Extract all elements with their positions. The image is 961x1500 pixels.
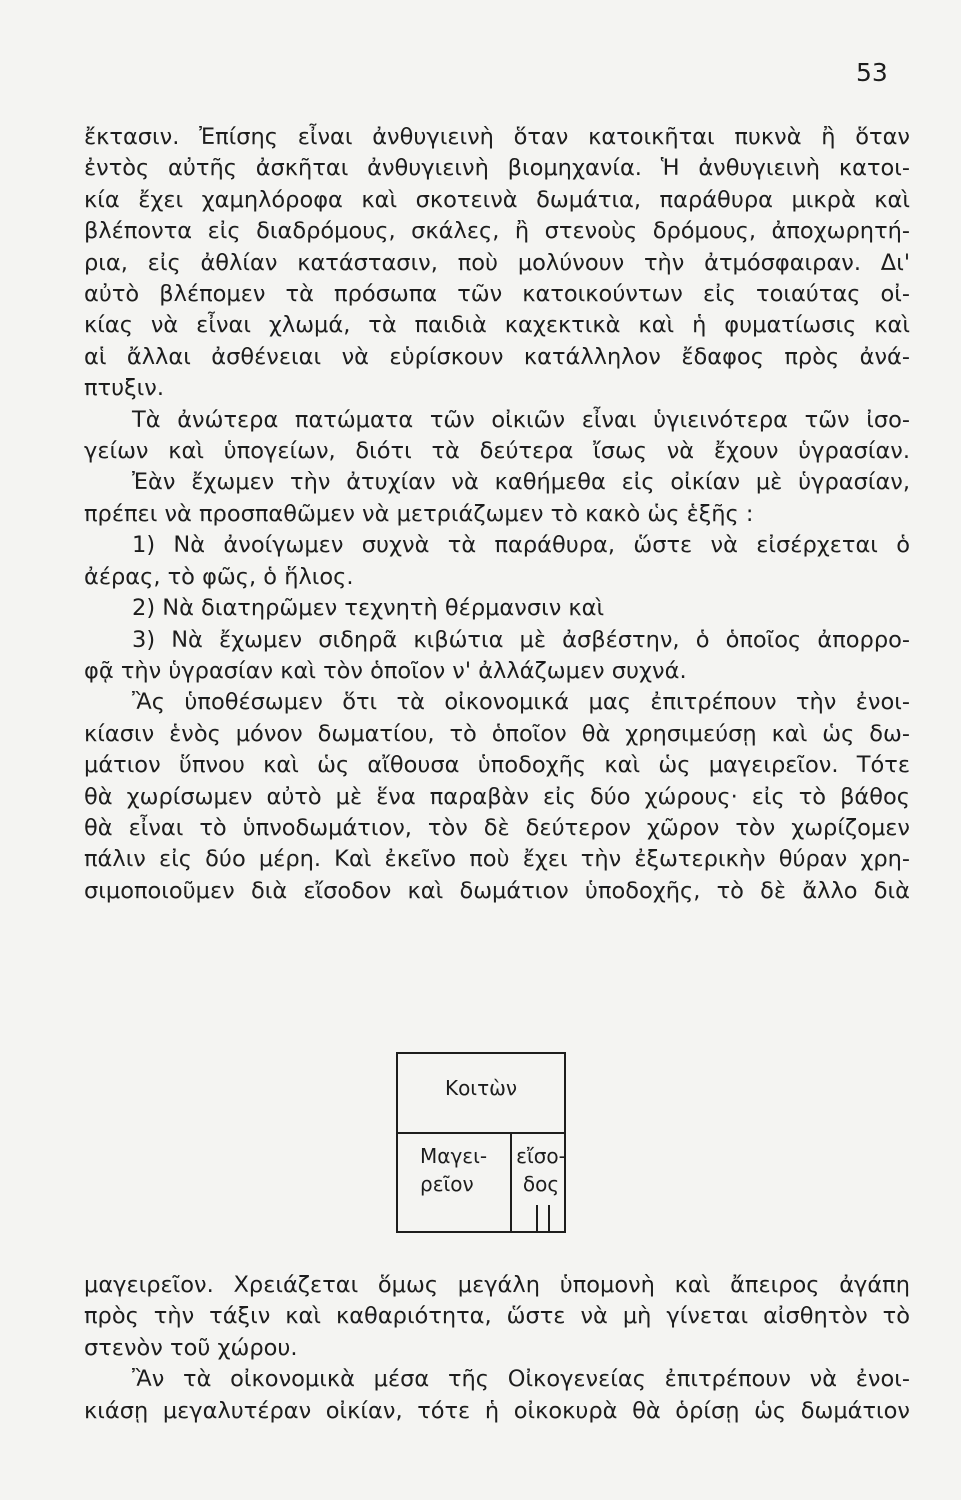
text-line: κία ἔχει χαμηλόροφα καὶ σκοτεινὰ δωμάτια, παράθυρα μικρὰ καὶ — [84, 186, 910, 213]
page-number: 53 — [856, 58, 888, 87]
diagram-label-entrance-line1: εἴσο- — [516, 1144, 566, 1168]
diagram-door-mark — [548, 1205, 550, 1231]
body-text-top — [84, 122, 910, 907]
text-line: κίασιν ἑνὸς μόνον δωματίου, τὸ ὁποῖον θὰ χρησιμεύσῃ καὶ ὡς δω- — [84, 720, 910, 747]
diagram-partition-horizontal — [398, 1132, 564, 1134]
text-line: Ἂν τὰ οἰκονομικὰ μέσα τῆς Οἰκογενείας ἐπιτρέπουν νὰ ἐνοι- — [132, 1366, 910, 1393]
text-line: φᾷ τὴν ὑγρασίαν καὶ τὸν ὁποῖον ν' ἀλλάζωμεν συχνά. — [84, 657, 687, 684]
text-line: θὰ χωρίσωμεν αὐτὸ μὲ ἕνα παραβὰν εἰς δύο χώρους· εἰς τὸ βάθος — [84, 783, 910, 810]
text-line: βλέποντα εἰς διαδρόμους, σκάλες, ἢ στενοὺς δρόμους, ἀποχωρητή- — [84, 218, 910, 245]
text-line: ρια, εἰς ἀθλίαν κατάστασιν, ποὺ μολύνουν τὴν ἀτμόσφαιραν. Δι' — [84, 249, 910, 276]
text-line: κίας νὰ εἶναι χλωμά, τὰ παιδιὰ καχεκτικὰ καὶ ἡ φυματίωσις καὶ — [84, 312, 910, 339]
text-line: μάτιον ὕπνου καὶ ὡς αἴθουσα ὑποδοχῆς καὶ ὡς μαγειρεῖον. Τότε — [84, 752, 910, 779]
diagram-partition-vertical — [510, 1132, 512, 1231]
text-line: πρὸς τὴν τάξιν καὶ καθαριότητα, ὥστε νὰ μὴ γίνεται αἰσθητὸν τὸ — [84, 1303, 910, 1330]
room-layout-diagram — [396, 1052, 566, 1233]
text-line: 1) Νὰ ἀνοίγωμεν συχνὰ τὰ παράθυρα, ὥστε νὰ εἰσέρχεται ὁ — [132, 532, 910, 559]
text-line: ἔκτασιν. Ἐπίσης εἶναι ἀνθυγιεινὴ ὅταν κατοικῆται πυκνὰ ἢ ὅταν — [84, 124, 910, 150]
text-line: πρέπει νὰ προσπαθῶμεν νὰ μετριάζωμεν τὸ κακὸ ὡς ἑξῆς : — [84, 500, 754, 527]
diagram-door-mark — [536, 1205, 538, 1231]
text-line: 3) Νὰ ἔχωμεν σιδηρᾶ κιβώτια μὲ ἀσβέστην, ὁ ὁποῖος ἀπορρο- — [132, 626, 910, 653]
diagram-label-entrance-line2: δος — [522, 1172, 560, 1196]
text-line: πτυξιν. — [84, 375, 164, 402]
diagram-label-kitchen — [420, 1142, 500, 1198]
text-line: Τὰ ἀνώτερα πατώματα τῶν οἰκιῶν εἶναι ὑγιεινότερα τῶν ἰσο- — [132, 406, 910, 433]
text-line: θὰ εἶναι τὸ ὑπνοδωμάτιον, τὸν δὲ δεύτερον χῶρον τὸν χωρίζομεν — [84, 814, 910, 841]
text-line: μαγειρεῖον. Χρειάζεται ὅμως μεγάλη ὑπομονὴ καὶ ἄπειρος ἀγάπη — [84, 1272, 910, 1298]
text-line: πάλιν εἰς δύο μέρη. Καὶ ἐκεῖνο ποὺ ἔχει τὴν ἐξωτερικὴν θύραν χρη- — [84, 846, 910, 873]
text-line: στενὸν τοῦ χώρου. — [84, 1334, 298, 1361]
text-line: Ἐὰν ἔχωμεν τὴν ἀτυχίαν νὰ καθήμεθα εἰς οἰκίαν μὲ ὑγρασίαν, — [132, 469, 910, 496]
text-line: σιμοποιοῦμεν διὰ εἴσοδον καὶ δωμάτιον ὑποδοχῆς, τὸ δὲ ἄλλο διὰ — [84, 877, 910, 904]
text-line: Ἂς ὑποθέσωμεν ὅτι τὰ οἰκονομικά μας ἐπιτρέπουν τὴν ἐνοι- — [132, 689, 910, 716]
text-line: κιάσῃ μεγαλυτέραν οἰκίαν, τότε ἡ οἰκοκυρὰ θὰ ὁρίσῃ ὡς δωμάτιον — [84, 1397, 910, 1424]
text-line: ἀέρας, τὸ φῶς, ὁ ἥλιος. — [84, 563, 354, 590]
diagram-label-entrance — [516, 1142, 566, 1198]
text-line: ἐντὸς αὐτῆς ἀσκῆται ἀνθυγιεινὴ βιομηχανία. Ἡ ἀνθυγιεινὴ κατοι- — [84, 155, 910, 182]
diagram-label-kitchen-line1: Μαγει- — [420, 1144, 488, 1168]
body-text-bottom — [84, 1270, 910, 1427]
text-line: 2) Νὰ διατηρῶμεν τεχνητὴ θέρμανσιν καὶ — [132, 595, 605, 622]
text-line: αἱ ἄλλαι ἀσθένειαι νὰ εὑρίσκουν κατάλληλον ἔδαφος πρὸς ἀνά- — [84, 343, 910, 370]
diagram-label-kitchen-line2: ρεῖον — [420, 1172, 474, 1196]
text-line: γείων καὶ ὑπογείων, διότι τὰ δεύτερα ἴσως νὰ ἔχουν ὑγρασίαν. — [84, 438, 910, 465]
diagram-label-bedroom: Κοιτὼν — [444, 1076, 518, 1100]
text-line: αὐτὸ βλέπομεν τὰ πρόσωπα τῶν κατοικούντων εἰς τοιαύτας οἰ- — [84, 281, 910, 308]
